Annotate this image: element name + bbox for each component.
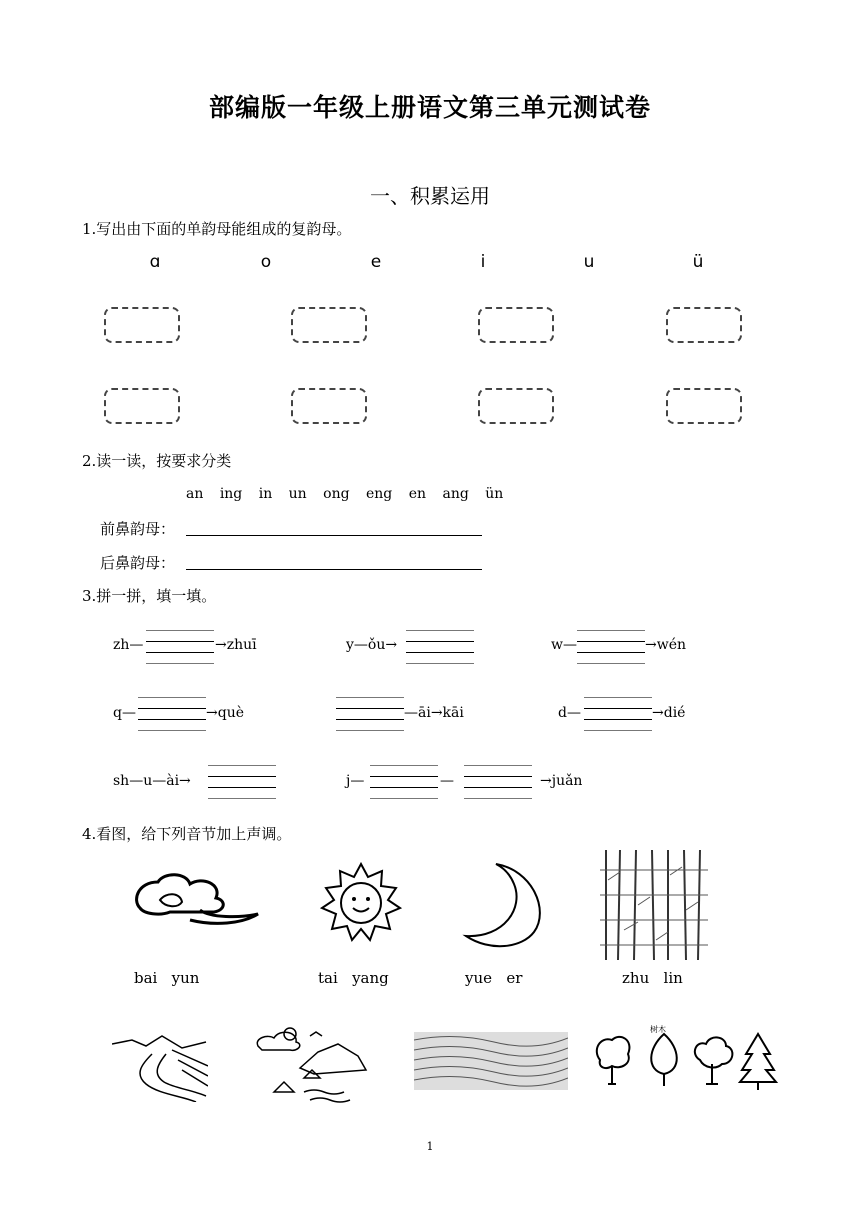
trees-picture [590, 1024, 780, 1094]
vowel-o: o [260, 252, 272, 272]
spell-prefix: j— [346, 773, 365, 789]
syllable-bamboo: zhu lin [622, 969, 683, 987]
vowel-v: ü [692, 252, 704, 272]
vowel-e: e [370, 252, 382, 272]
answer-box[interactable] [291, 307, 367, 343]
spell-result: —āi→kāi [404, 705, 464, 721]
bamboo-forest-picture [598, 850, 710, 960]
sun-picture [320, 862, 402, 944]
vowel-i: i [480, 252, 486, 272]
spell-joiner: — [440, 773, 454, 789]
question-3-prompt: 3.拼一拼，填一填。 [82, 587, 217, 605]
finals-list: an ing in un ong eng en ang ün [186, 486, 504, 502]
spell-prefix: y—ǒu→ [346, 637, 398, 653]
page-title: 部编版一年级上册语文第三单元测试卷 [208, 93, 651, 122]
spell-result: →juǎn [540, 773, 583, 789]
answer-box[interactable] [478, 388, 554, 424]
section-heading: 一、积累运用 [370, 184, 490, 208]
tree-caption: 树木 [650, 1025, 666, 1034]
front-nasal-answer-line[interactable] [186, 535, 482, 536]
moon-picture [462, 860, 558, 950]
front-nasal-label: 前鼻韵母： [100, 520, 176, 538]
question-2-prompt: 2.读一读，按要求分类 [82, 452, 232, 470]
cloud-picture [130, 870, 262, 930]
spell-prefix: sh—u—ài→ [113, 773, 191, 789]
landscape-picture [254, 1022, 370, 1104]
syllable-cloud: bai yun [134, 969, 200, 987]
river-picture [112, 1030, 208, 1102]
pinyin-writing-lines[interactable] [146, 630, 214, 662]
spell-result: →què [206, 705, 244, 721]
question-1-prompt: 1.写出由下面的单韵母能组成的复韵母。 [82, 220, 352, 238]
spell-prefix: d— [558, 705, 581, 721]
spell-result: →zhuī [215, 637, 257, 653]
spell-result: →wén [645, 637, 687, 653]
answer-box[interactable] [104, 388, 180, 424]
vowel-a: ɑ [149, 252, 161, 272]
syllable-sun: tai yang [318, 969, 389, 987]
page-number: 1 [426, 1140, 434, 1153]
pinyin-writing-lines[interactable] [584, 697, 652, 729]
pinyin-writing-lines[interactable] [370, 765, 438, 797]
pinyin-writing-lines[interactable] [577, 630, 645, 662]
spell-prefix: q— [113, 705, 136, 721]
pinyin-writing-lines[interactable] [138, 697, 206, 729]
back-nasal-label: 后鼻韵母： [100, 554, 176, 572]
answer-box[interactable] [291, 388, 367, 424]
spell-prefix: zh— [113, 637, 144, 653]
back-nasal-answer-line[interactable] [186, 569, 482, 570]
terrace-field-picture [414, 1032, 568, 1090]
answer-box[interactable] [666, 388, 742, 424]
question-4-prompt: 4.看图，给下列音节加上声调。 [82, 825, 292, 843]
answer-box[interactable] [478, 307, 554, 343]
syllable-moon: yue er [465, 969, 523, 987]
spell-result: →dié [652, 705, 686, 721]
answer-box[interactable] [104, 307, 180, 343]
vowel-u: u [583, 252, 595, 272]
answer-box[interactable] [666, 307, 742, 343]
spell-prefix: w— [551, 637, 577, 653]
pinyin-writing-lines[interactable] [336, 697, 404, 729]
pinyin-writing-lines[interactable] [208, 765, 276, 797]
pinyin-writing-lines[interactable] [406, 630, 474, 662]
pinyin-writing-lines[interactable] [464, 765, 532, 797]
